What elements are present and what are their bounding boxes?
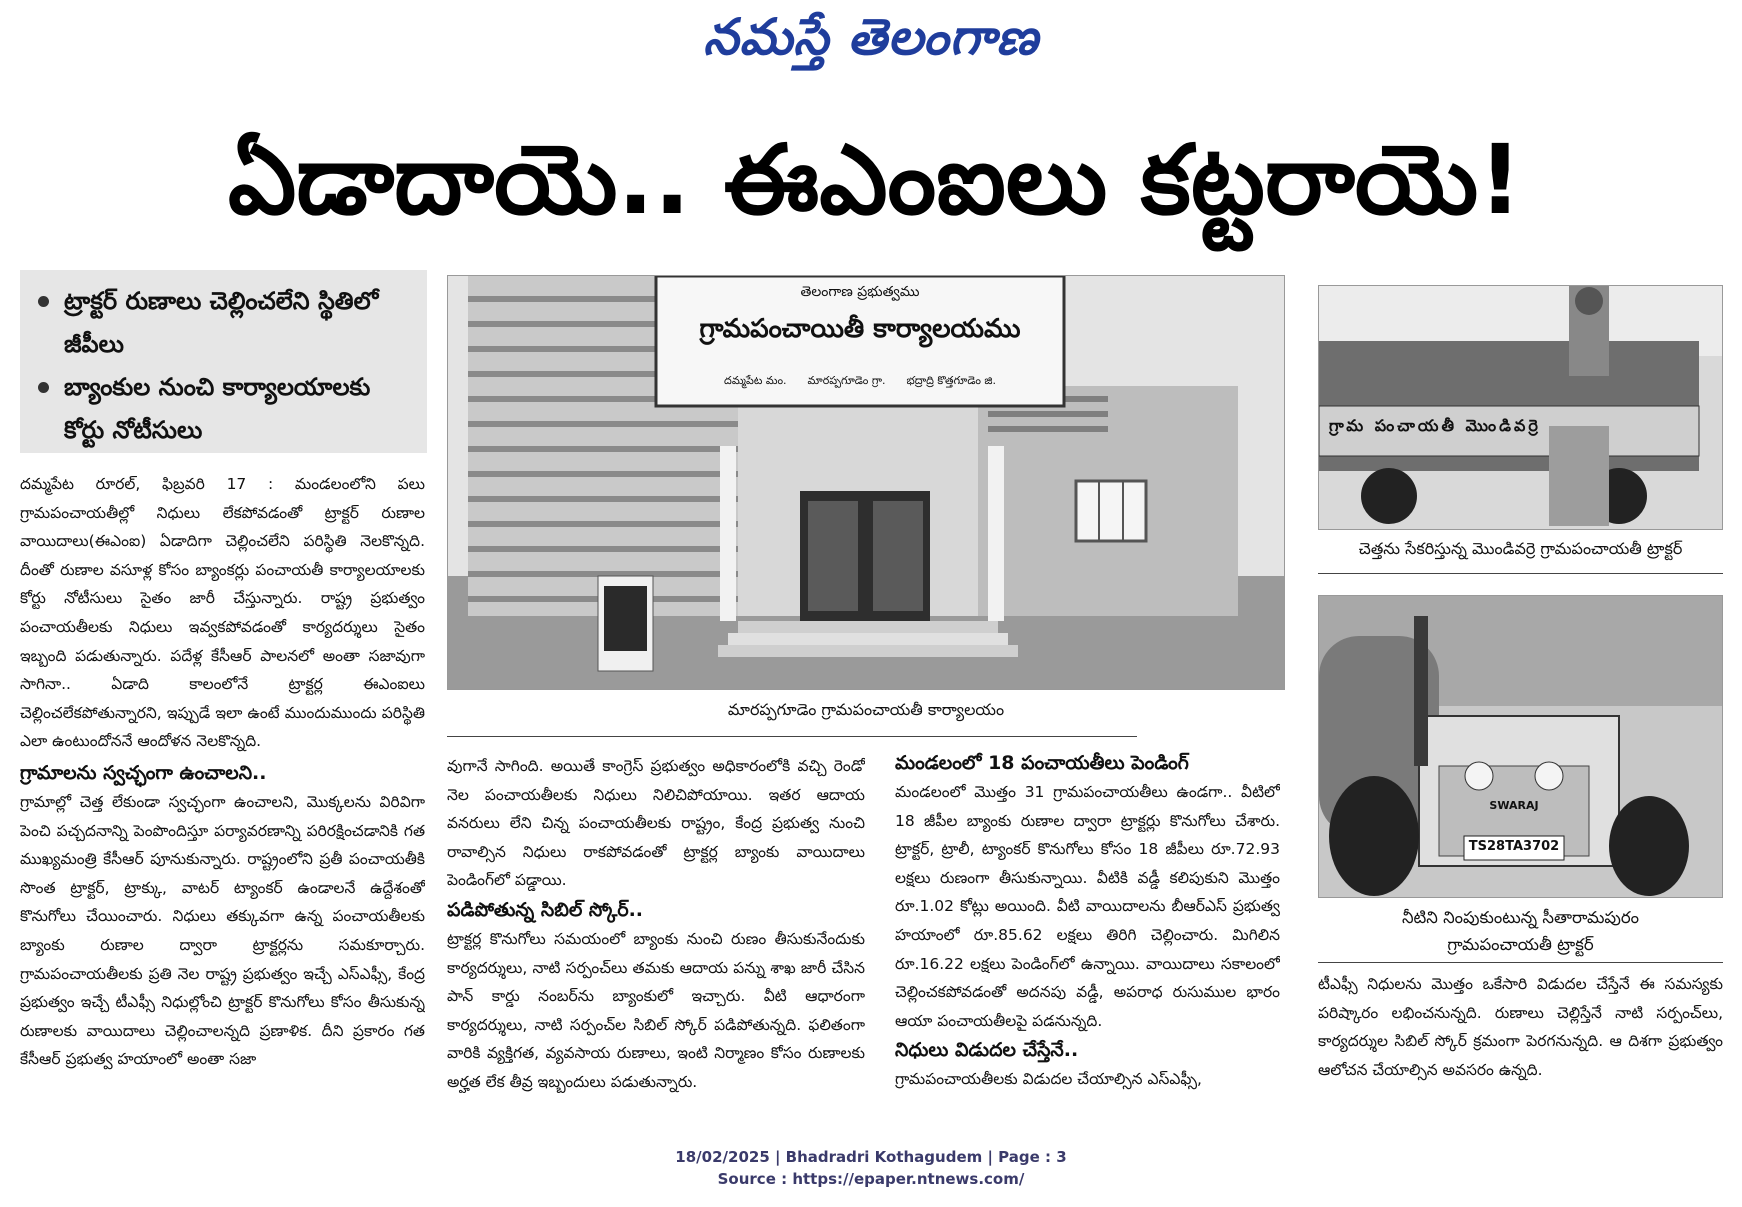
paragraph: గ్రామపంచాయతీలకు విడుదల చేయాల్సిన ఎస్ఎఫ్సీ, [895, 1070, 1202, 1089]
bullet-text: బ్యాంకుల నుంచి కార్యాలయాలకు కోర్టు నోటీసులు [64, 373, 371, 444]
photo2-caption [1318, 904, 1723, 958]
photo2-caption-line1: నీటిని నింపుకుంటున్న సీతారామపురం [1401, 908, 1640, 927]
paragraph: టీఎఫ్సీ నిధులను మొత్తం ఒకేసారి విడుదల చేస్తేనే ఈ సమస్యకు పరిష్కారం లభించనున్నది. రుణాలు చెల్లిస్తేనే నాటి సర్పంచ్‌లు, కార్యదర్శుల సిబిల్ స్కోర్ క్రమంగా పెరగనున్నది. ఆ దిశగా ప్రభుత్వం ఆలోచన చేయాల్సిన అవసరం ఉన్నది. [1318, 975, 1723, 1079]
tractor-brand: SWARAJ [1489, 799, 1539, 812]
footer-source: Source : https://epaper.ntnews.com/ [717, 1170, 1025, 1188]
number-plate: TS28TA3702 [1468, 839, 1560, 854]
paragraph: వుగానే సాగింది. అయితే కాంగ్రెస్ ప్రభుత్వం అధికారంలోకి వచ్చి రెండో నెల పంచాయతీలకు నిధులు నిలిచిపోయాయి. ఇతర ఆదాయ వనరులు లేని చిన్న పంచాయతీలకు రాష్ట్రం, కేంద్ర ప్రభుత్వ నుంచి రావాల్సిన నిధులు రాకపోవడంతో ట్రాక్టర్ల బ్యాంకు వాయిదాలు పెండింగ్‌లో పడ్డాయి. [447, 757, 865, 890]
sign-bottom-text: దమ్మపేట మం. మారప్పగూడెం గ్రా. భద్రాద్రి కొత్తగూడెం జి. [724, 374, 996, 387]
main-photo [447, 275, 1285, 690]
photo2-caption-line2: గ్రామపంచాయతీ ట్రాక్టర్ [1447, 935, 1594, 954]
tractor-trailer-photo [1318, 285, 1723, 530]
subheading: గ్రామాలను స్వచ్ఛంగా ఉంచాలని.. [20, 761, 267, 784]
divider [1318, 573, 1723, 574]
masthead-logo: నమస్తే తెలంగాణ [703, 8, 1039, 66]
divider [1318, 962, 1723, 963]
paragraph: ట్రాక్టర్ల కొనుగోలు సమయంలో బ్యాంకు నుంచి రుణం తీసుకునేందుకు కార్యదర్శులు, నాటి సర్పంచ్‌లు తమకు ఆదాయ పన్ను శాఖ జారీ చేసిన పాన్ కార్డు నంబర్‌ను బ్యాంకులో ఇచ్చారు. వీటి ఆధారంగా కార్యదర్శులు, నాటి సర్పంచ్‌ల సిబిల్ స్కోర్ పడిపోతున్నది. ఫలితంగా వారికి వ్యక్తిగత, వ్యవసాయ రుణాలు, ఇంటి నిర్మాణం కోసం రుణాలకు అర్హత లేక తీవ్ర ఇబ్బందులు పడుతున్నారు. [447, 929, 865, 1091]
trailer-illustration [1319, 286, 1723, 530]
photo1-caption: చెత్తను సేకరిస్తున్న మొండివర్రె గ్రామపంచాయతీ ట్రాక్టర్ [1358, 539, 1683, 558]
bullet-text: ట్రాక్టర్ రుణాలు చెల్లించలేని స్థితిలో జీపీలు [64, 287, 379, 358]
main-photo-caption: మారప్పగూడెం గ్రామపంచాయతీ కార్యాలయం [727, 700, 1005, 719]
article-column-3 [895, 748, 1280, 1113]
article-column-4 [1318, 970, 1723, 1110]
sign-top-text: తెలంగాణ ప్రభుత్వము [800, 284, 920, 300]
bullet-item [34, 366, 413, 452]
water-tanker-tractor-photo [1318, 595, 1723, 898]
subheading: మండలంలో 18 పంచాయతీలు పెండింగ్ [895, 752, 1189, 774]
headline: ఏడాదాయె.. ఈఎంఐలు కట్టరాయె! [227, 124, 1523, 236]
paragraph: మండలంలో మొత్తం 31 గ్రామపంచాయతీలు ఉండగా.. వీటిలో 18 జీపీల బ్యాంకు రుణాల ద్వారా ట్రాక్టర్లు కొనుగోలు చేశారు. ట్రాక్టర్, ట్రాలీ, ట్యాంకర్ కొనుగోలు కోసం 18 జీపీలు రూ.72.93 లక్షలు రుణంగా తీసుకున్నాయి. వీటికి వడ్డీ కలిపుకుని మొత్తం రూ.1.02 కోట్లు అయింది. వీటి వాయిదాలను బీఆర్ఎస్ ప్రభుత్వ హయాంలో రూ.85.62 లక్షలు తిరిగి చెల్లించారు. మిగిలిన రూ.16.22 లక్షలు పెండింగ్‌లో ఉన్నాయి. వాయిదాలు సకాలంలో చెల్లించకపోవడంతో అదనపు వడ్డీ, అపరాధ రుసుముల భారం ఆయా పంచాయతీలపై పడనున్నది. [895, 783, 1280, 1030]
divider [447, 736, 1137, 737]
sign-title-text: గ్రామపంచాయితీ కార్యాలయము [699, 314, 1021, 344]
summary-bullets [20, 270, 427, 453]
bullet-dot-icon [38, 296, 49, 307]
article-column-1 [20, 470, 425, 1110]
bullet-dot-icon [38, 382, 49, 393]
trailer-text: గ్రామ పంచాయతీ మొండివర్రె [1329, 416, 1541, 435]
bullet-item [34, 280, 413, 366]
paragraph: గ్రామాల్లో చెత్త లేకుండా స్వచ్ఛంగా ఉంచాలని, మొక్కలను విరివిగా పెంచి పచ్చదనాన్ని పెంపొందిస్తూ పర్యావరణాన్ని పరిరక్షించడానికి గత ముఖ్యమంత్రి కేసీఆర్ పూనుకున్నారు. రాష్ట్రంలోని ప్రతీ పంచాయతీకి సొంత ట్రాక్టర్, ట్రాక్కు, వాటర్ ట్యాంకర్ ఉండాలనే ఉద్దేశంతో కొనుగోలు చేయించారు. నిధులు తక్కువగా ఉన్న పంచాయతీలకు బ్యాంకు రుణాల ద్వారా ట్రాక్టర్లను సమకూర్చారు. గ్రామపంచాయతీలకు ప్రతి నెల రాష్ట్ర ప్రభుత్వం ఇచ్చే ఎస్ఎఫ్సీ, కేంద్ర ప్రభుత్వం ఇచ్చే టీఎఫ్సీ నిధుల్లోంచి ట్రాక్టర్ కొనుగోలు కోసం తీసుకున్న రుణాలకు వాయిదాలు చెల్లించాలన్నది ప్రణాళిక. దీని ప్రకారం గత కేసీఆర్ ప్రభుత్వ హయాంలో అంతా సజా [20, 792, 425, 1069]
subheading: నిధులు విడుదల చేస్తేనే.. [895, 1039, 1079, 1062]
subheading: పడిపోతున్న సిబిల్ స్కోర్.. [447, 898, 644, 921]
footer-edition-info: 18/02/2025 | Bhadradri Kothagudem | Page : 3 [675, 1148, 1067, 1166]
article-column-2 [447, 752, 865, 1112]
paragraph: దమ్మపేట రూరల్, ఫిబ్రవరి 17 : మండలంలోని పలు గ్రామపంచాయతీల్లో నిధులు లేకపోవడంతో ట్రాక్టర్ రుణాల వాయిదాలు(ఈఎంఐ) ఏడాదిగా చెల్లించలేని పరిస్థితి నెలకొన్నది. దీంతో రుణాల వసూళ్ల కోసం బ్యాంకర్లు పంచాయతీ కార్యాలయాలకు కోర్టు నోటీసులు సైతం జారీ చేస్తున్నారు. రాష్ట్ర ప్రభుత్వం పంచాయతీలకు నిధులు ఇవ్వకపోవడంతో కార్యదర్శులు సైతం ఇబ్బంది పడుతున్నారు. పదేళ్ల కేసీఆర్ పాలనలో అంతా సజావుగా సాగినా.. ఏడాది కాలంలోనే ట్రాక్టర్ల ఈఎంఐలు చెల్లించలేకపోతున్నారని, ఇప్పుడే ఇలా ఉంటే ముందుముందు పరిస్థితి ఎలా ఉంటుందోననే ఆందోళన నెలకొన్నది. [20, 475, 425, 751]
